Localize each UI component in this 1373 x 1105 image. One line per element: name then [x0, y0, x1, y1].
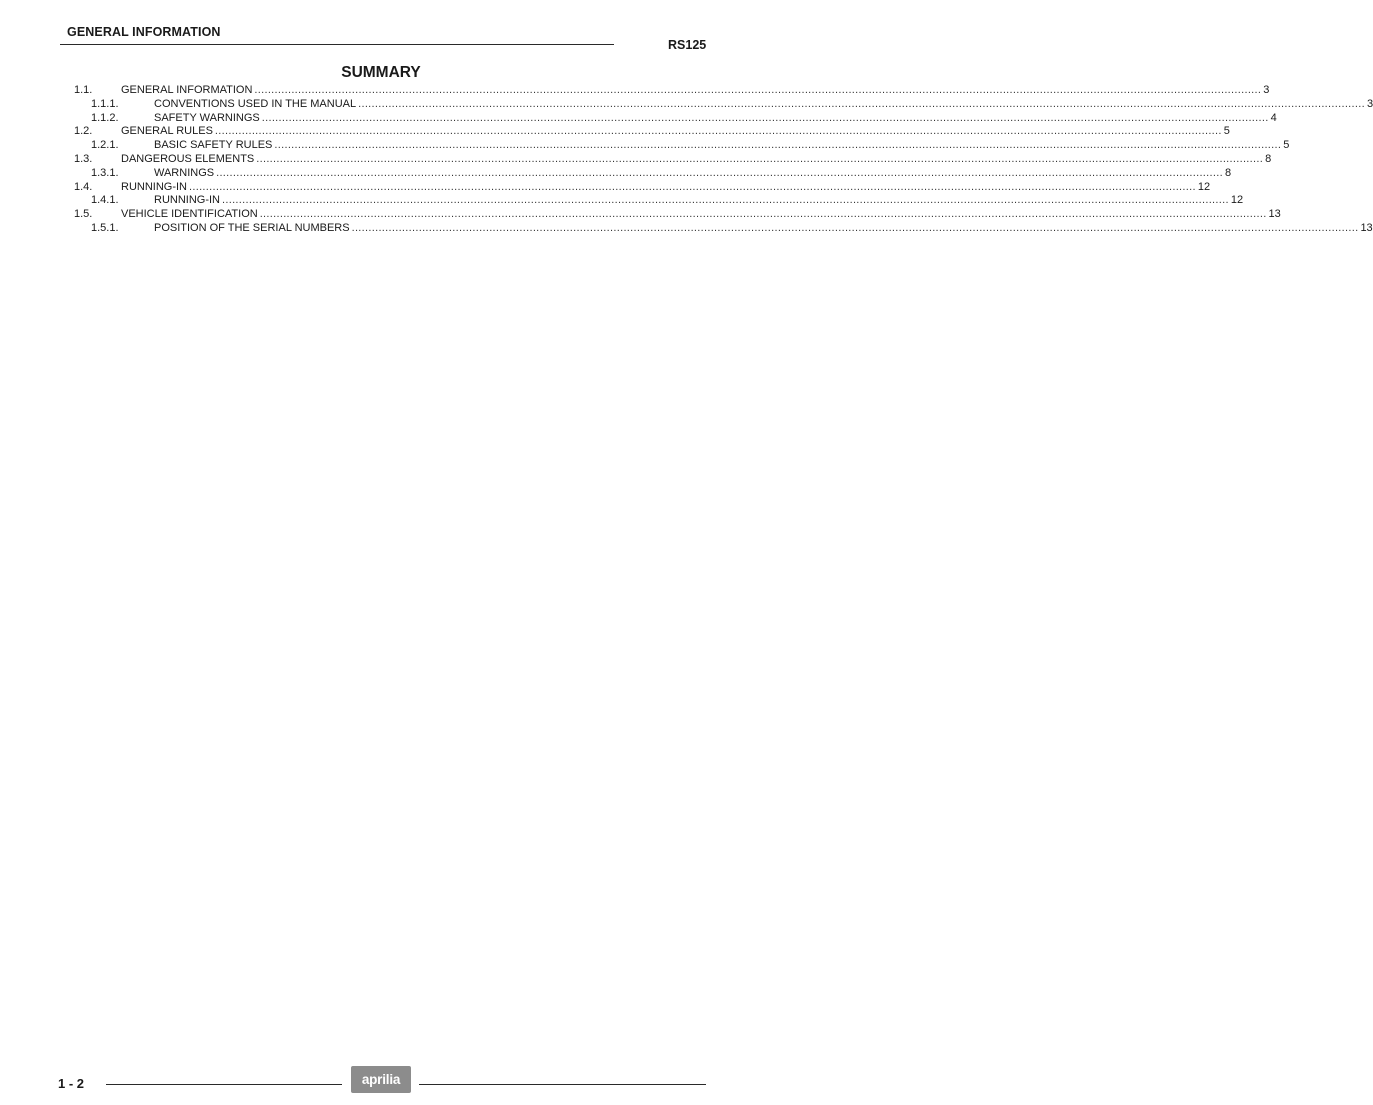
toc-leader-dots: ............................................................................................................................................................................................................................................................................................................: [189, 180, 1196, 193]
toc-entry-title: RUNNING-IN: [154, 194, 220, 207]
toc-entry-title: SAFETY WARNINGS: [154, 111, 260, 124]
footer-page-number: 1 - 2: [58, 1076, 85, 1091]
toc-entry-title: RUNNING-IN: [121, 180, 187, 193]
toc-entry-title: GENERAL RULES: [121, 125, 213, 138]
toc-entry-line: [121, 125, 1230, 139]
toc-leader-dots: ............................................................................................................................................................................................................................................................................................................: [254, 84, 1262, 96]
toc-entry-page: 12: [1230, 194, 1244, 207]
toc-entry-number: 1.1.2.: [91, 111, 119, 124]
toc-leader-dots: ............................................................................................................................................................................................................................................................................................................: [261, 111, 1269, 124]
toc-entry[interactable]: [60, 97, 1373, 112]
toc-entry-number: 1.1.: [74, 84, 93, 96]
toc-entry-page: 5: [1283, 139, 1290, 152]
toc-leader-dots: ............................................................................................................................................................................................................................................................................................................: [259, 208, 1267, 221]
toc-leader-dots: ............................................................................................................................................................................................................................................................................................................: [216, 166, 1223, 179]
toc-entry-line: [121, 180, 1211, 195]
toc-entry-line: [154, 97, 1373, 112]
toc-entry-line: [154, 221, 1373, 236]
toc-entry-page: 3: [1263, 84, 1270, 96]
toc-entry-number: 1.1.1.: [91, 97, 119, 110]
toc-entry[interactable]: [60, 125, 1230, 139]
toc-entry-page: 8: [1224, 166, 1232, 179]
toc-entry-title: BASIC SAFETY RULES: [154, 139, 273, 152]
toc-entry-line: [154, 166, 1232, 181]
toc-entry[interactable]: [60, 221, 1373, 236]
toc-entry[interactable]: [60, 194, 1244, 208]
toc-entry[interactable]: [60, 208, 1281, 222]
footer-rule-right: [419, 1084, 706, 1085]
toc-entry[interactable]: [60, 166, 1232, 181]
toc-leader-dots: ............................................................................................................................................................................................................................................................................................................: [274, 139, 1282, 152]
toc-entry-title: GENERAL INFORMATION: [121, 84, 253, 96]
toc-leader-dots: ............................................................................................................................................................................................................................................................................................................: [358, 97, 1365, 110]
toc-entry-title: DANGEROUS ELEMENTS: [121, 152, 255, 165]
toc-entry-page: 3: [1366, 97, 1373, 110]
toc-entry-page: 13: [1268, 208, 1281, 221]
toc-entry-number: 1.3.1.: [91, 166, 119, 179]
toc-entry-line: [121, 84, 1270, 98]
toc-entry-page: 5: [1223, 125, 1230, 138]
aprilia-logo: aprilia: [351, 1066, 411, 1093]
toc-entry-number: 1.5.1.: [91, 221, 119, 234]
toc-entry-page: 4: [1270, 111, 1277, 124]
toc-entry[interactable]: [60, 152, 1272, 167]
toc-entry-number: 1.5.: [74, 208, 93, 221]
footer-rule-left: [106, 1084, 342, 1085]
toc-entry-line: [154, 111, 1277, 126]
header-section-title: GENERAL INFORMATION: [67, 25, 221, 39]
header-rule: [60, 44, 614, 45]
toc-entry-line: [154, 194, 1244, 208]
toc-entry-line: [154, 139, 1290, 153]
toc-entry-title: POSITION OF THE SERIAL NUMBERS: [154, 221, 350, 234]
toc-entry-number: 1.4.: [74, 180, 93, 193]
toc-entry-title: WARNINGS: [154, 166, 215, 179]
toc-leader-dots: ............................................................................................................................................................................................................................................................................................................: [256, 152, 1264, 165]
summary-title: SUMMARY: [341, 64, 421, 81]
toc-leader-dots: ............................................................................................................................................................................................................................................................................................................: [351, 221, 1359, 234]
toc-entry[interactable]: [60, 180, 1211, 195]
toc-entry-page: 8: [1265, 152, 1272, 165]
header-model: RS125: [668, 38, 707, 52]
toc-leader-dots: ............................................................................................................................................................................................................................................................................................................: [214, 125, 1222, 138]
toc-entry-number: 1.3.: [74, 152, 93, 165]
toc-entry-title: CONVENTIONS USED IN THE MANUAL: [154, 97, 357, 110]
toc-entry-title: VEHICLE IDENTIFICATION: [121, 208, 258, 221]
toc-entry-number: 1.2.: [74, 125, 93, 138]
toc-entry-line: [121, 152, 1272, 167]
toc-leader-dots: ............................................................................................................................................................................................................................................................................................................: [222, 194, 1229, 207]
toc-entry-page: 13: [1360, 221, 1373, 234]
toc-entry[interactable]: [60, 84, 1270, 98]
toc-entry-number: 1.2.1.: [91, 139, 119, 152]
toc-entry-page: 12: [1197, 180, 1211, 193]
toc-entry-line: [121, 208, 1281, 222]
table-of-contents: [60, 84, 1373, 236]
toc-entry-number: 1.4.1.: [91, 194, 119, 207]
toc-entry[interactable]: [60, 139, 1290, 153]
toc-entry[interactable]: [60, 111, 1277, 126]
